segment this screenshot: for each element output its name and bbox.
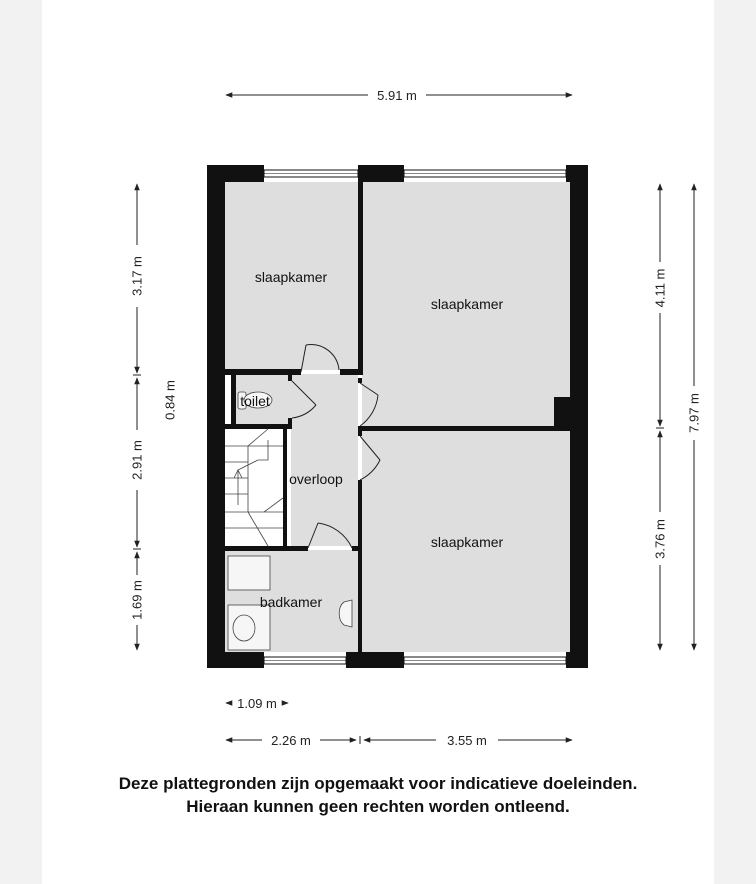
dim-right-upper: 4.11 m — [652, 268, 668, 308]
room-label-landing: overloop — [289, 471, 343, 487]
dim-right-total: 7.97 m — [686, 393, 702, 433]
dim-left-lower: 1.69 m — [129, 580, 145, 620]
room-label-bedroom-bottom-right: slaapkamer — [430, 534, 504, 550]
room-label-toilet: toilet — [240, 393, 270, 409]
disclaimer-line-2: Hieraan kunnen geen rechten worden ontleend. — [186, 797, 570, 816]
dim-right-lower: 3.76 m — [652, 519, 668, 559]
landing-floor — [291, 374, 358, 546]
room-label-bedroom-top-right: slaapkamer — [430, 296, 504, 312]
room-label-bathroom: badkamer — [259, 594, 323, 610]
dim-left-middle: 2.91 m — [129, 440, 145, 480]
room-label-bedroom-top-left: slaapkamer — [254, 269, 328, 285]
dim-inner-left: 0.84 m — [162, 380, 178, 420]
dim-bottom-left: 2.26 m — [271, 733, 311, 748]
dim-top-width: 5.91 m — [377, 88, 417, 103]
dim-bottom-small: 1.09 m — [237, 696, 277, 711]
dim-bottom-right: 3.55 m — [447, 733, 487, 748]
dim-left-upper: 3.17 m — [129, 256, 145, 296]
disclaimer — [0, 772, 756, 818]
disclaimer-line-1: Deze plattegronden zijn opgemaakt voor indicatieve doeleinden. — [118, 774, 638, 793]
